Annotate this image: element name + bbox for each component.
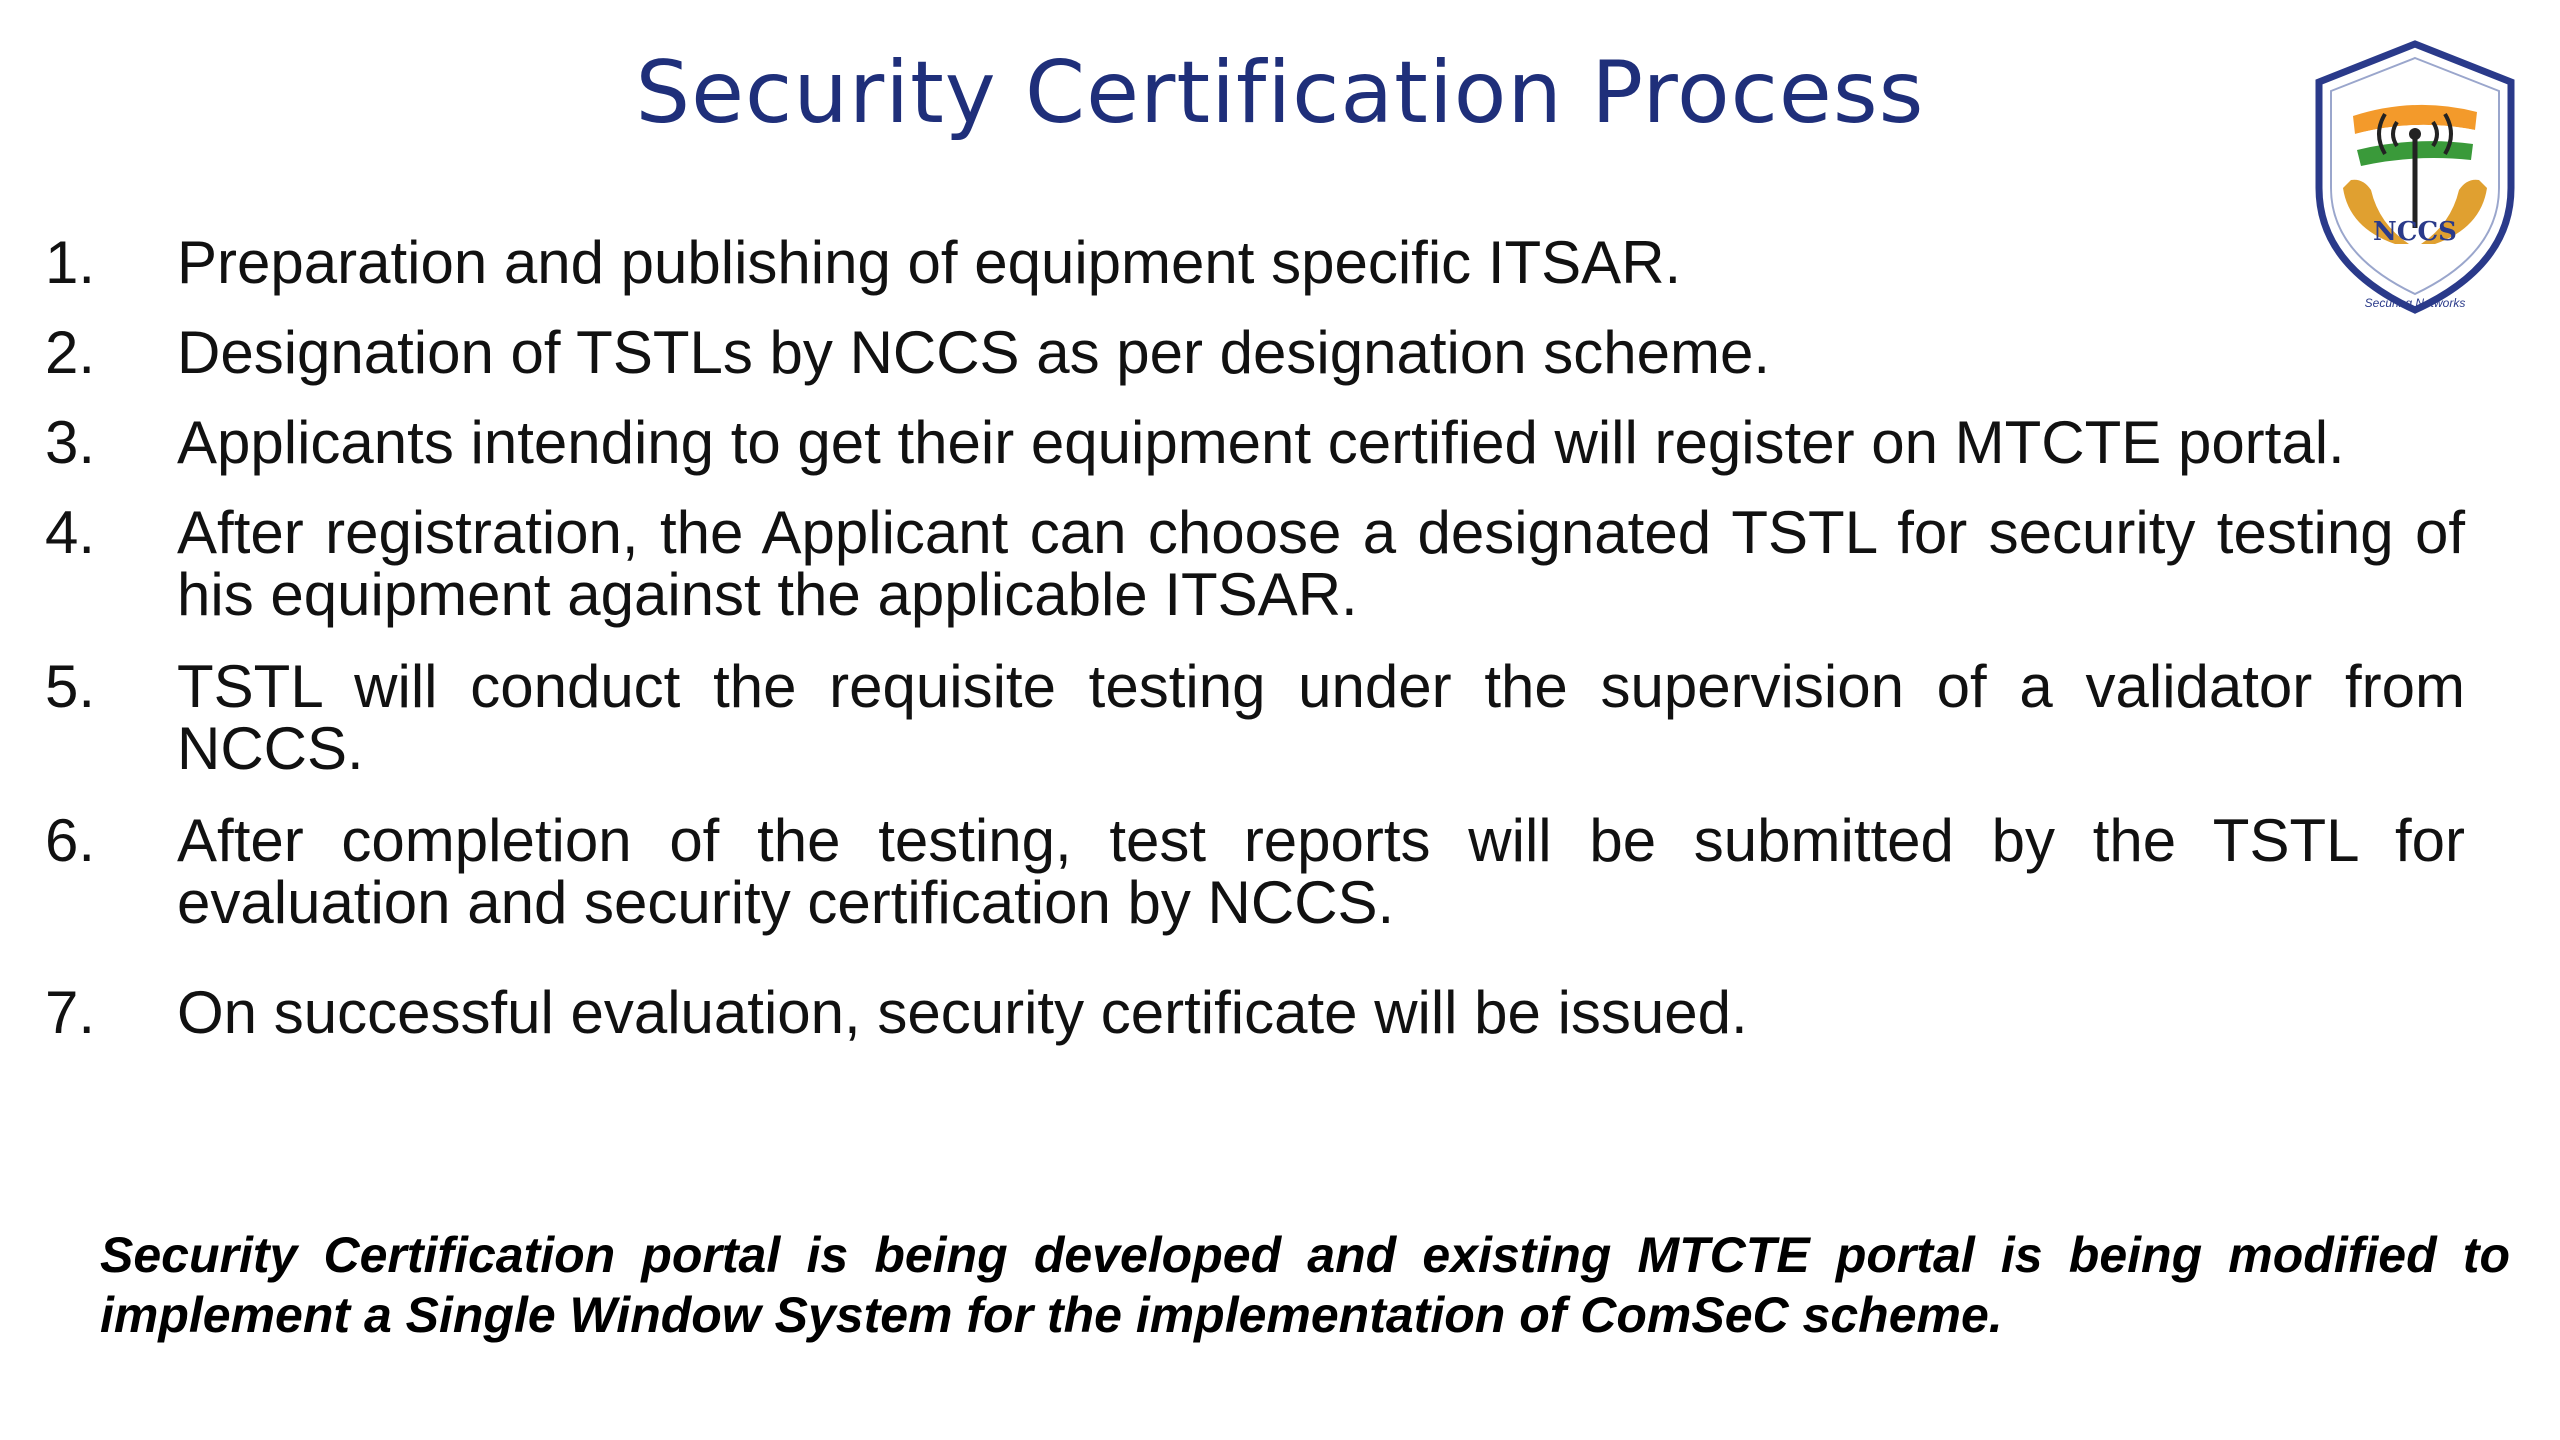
list-item bbox=[45, 229, 2465, 296]
step-number: 7. bbox=[45, 979, 96, 1046]
step-number: 6. bbox=[45, 807, 96, 874]
step-text: After registration, the Applicant can choose a designated TSTL for security testing of his equipment against the applicable ITSAR. bbox=[177, 499, 2465, 628]
step-number: 1. bbox=[45, 229, 96, 296]
step-number: 4. bbox=[45, 499, 96, 566]
list-item bbox=[45, 653, 2465, 782]
list-item bbox=[45, 409, 2465, 476]
step-text: TSTL will conduct the requisite testing under the supervision of a validator from NCCS. bbox=[177, 653, 2465, 782]
step-text: Designation of TSTLs by NCCS as per designation scheme. bbox=[177, 319, 1771, 386]
step-text: Applicants intending to get their equipment certified will register on MTCTE portal. bbox=[177, 409, 2345, 476]
logo-text: NCCS bbox=[2373, 217, 2457, 247]
step-number: 3. bbox=[45, 409, 96, 476]
footer-note: Security Certification portal is being developed and existing MTCTE portal is being modified to implement a Single Window System for the implementation of ComSeC scheme. bbox=[100, 1227, 2510, 1343]
list-item bbox=[45, 319, 2465, 386]
step-number: 2. bbox=[45, 319, 96, 386]
step-text: After completion of the testing, test reports will be submitted by the TSTL for evaluation and security certification by NCCS. bbox=[177, 807, 2465, 936]
step-number: 5. bbox=[45, 653, 96, 720]
list-item bbox=[45, 499, 2465, 628]
list-item bbox=[45, 807, 2465, 936]
list-item bbox=[45, 979, 2465, 1046]
steps-list bbox=[45, 220, 2465, 1044]
step-text: On successful evaluation, security certificate will be issued. bbox=[177, 979, 1748, 1046]
logo-tagline: Securing Networks bbox=[2364, 296, 2466, 310]
step-text: Preparation and publishing of equipment specific ITSAR. bbox=[177, 229, 1682, 296]
slide-title: Security Certification Process bbox=[635, 43, 1925, 143]
